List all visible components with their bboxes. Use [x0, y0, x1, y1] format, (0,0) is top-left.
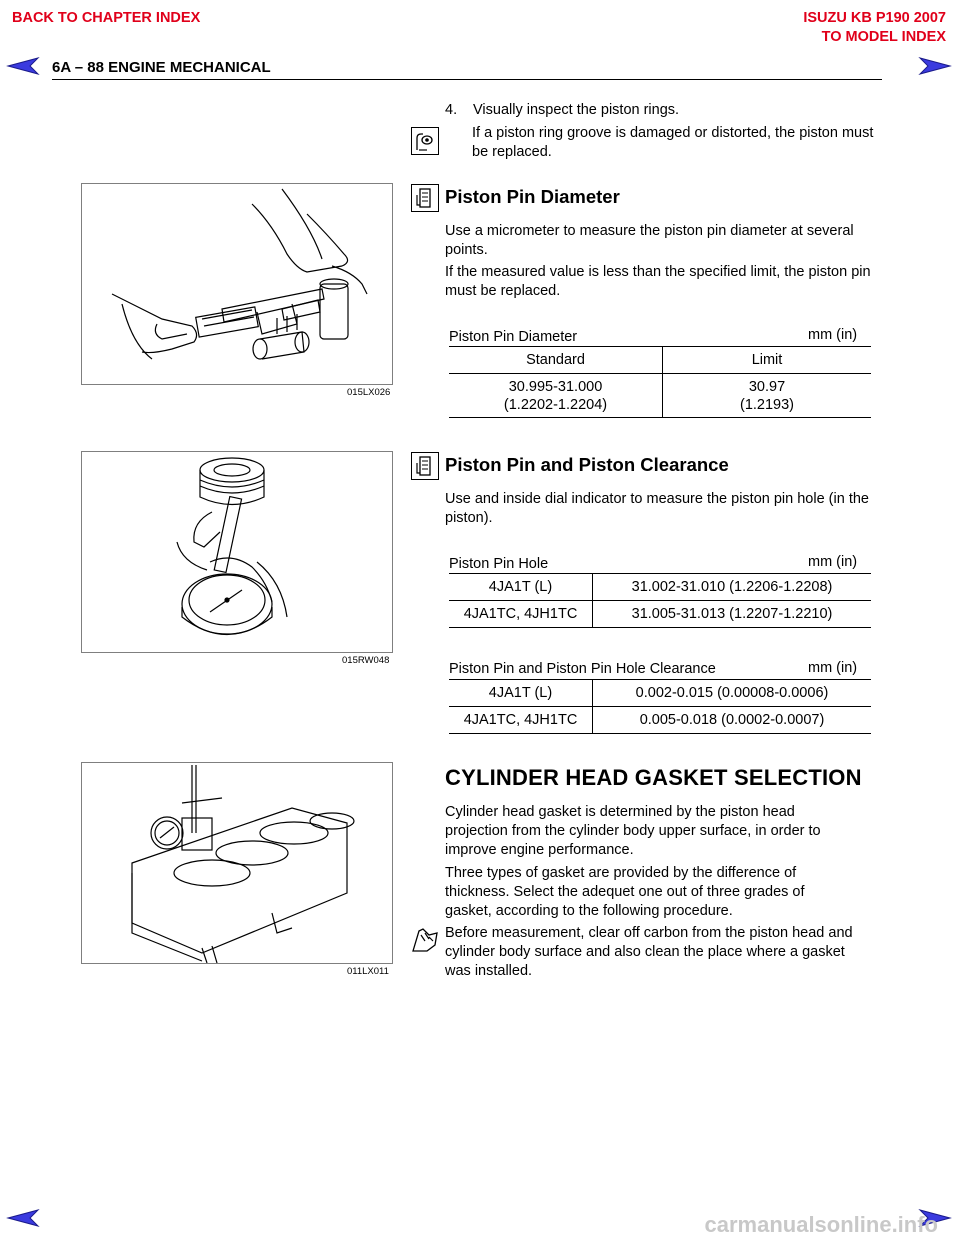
table-cell: 4JA1T (L) — [449, 680, 593, 707]
step-4-note: If a piston ring groove is damaged or distorted, the piston must be replaced. — [472, 125, 874, 160]
page-header-title: 6A – 88 ENGINE MECHANICAL — [52, 59, 271, 76]
step-4-number: 4. — [445, 102, 458, 118]
table-cell: 0.002-0.015 (0.00008-0.0006) — [635, 685, 829, 701]
figure-caption: 011LX011 — [347, 966, 389, 977]
clearance-table — [449, 679, 871, 734]
table-title: Piston Pin Diameter — [449, 329, 578, 345]
section-heading: Piston Pin Diameter — [445, 186, 620, 207]
figure-caption: 015RW048 — [342, 655, 390, 666]
back-to-chapter-link[interactable]: BACK TO CHAPTER INDEX — [12, 10, 201, 26]
measure-icon — [411, 452, 439, 480]
table-cell: 4JA1T (L) — [449, 574, 593, 601]
table-title: Piston Pin and Piston Pin Hole Clearance — [449, 661, 716, 677]
table-cell: 31.005-31.013 (1.2207-1.2210) — [631, 606, 833, 622]
table-cell: 30.97 — [748, 378, 786, 395]
section-heading: CYLINDER HEAD GASKET SELECTION — [445, 765, 862, 790]
paragraph: Use a micrometer to measure the piston pin diameter at several points. — [445, 223, 854, 258]
to-model-index-link[interactable]: TO MODEL INDEX — [821, 29, 946, 45]
watermark: carmanualsonline.info — [704, 1212, 938, 1237]
table-cell: 31.002-31.010 (1.2206-1.2208) — [631, 579, 833, 595]
section-heading: Piston Pin and Piston Clearance — [445, 454, 729, 475]
paragraph: Three types of gasket are provided by the difference of thickness. Select the adequet one out of three grades of gasket, according to the following procedure. — [445, 865, 805, 919]
previous-page-arrow-icon[interactable] — [6, 1208, 40, 1228]
previous-page-arrow-icon[interactable] — [6, 56, 40, 76]
table-cell: 0.005-0.018 (0.0002-0.0007) — [639, 712, 825, 728]
dial-indicator-figure — [81, 451, 393, 653]
piston-pin-hole-table — [449, 573, 871, 628]
table-title: Piston Pin Hole — [449, 556, 549, 572]
table-cell: 4JA1TC, 4JH1TC — [449, 707, 593, 734]
table-header: Standard — [449, 347, 663, 374]
table-cell: (1.2193) — [739, 396, 794, 413]
table-cell: (1.2202-1.2204) — [503, 396, 608, 413]
table-cell: 4JA1TC, 4JH1TC — [449, 601, 593, 628]
inspect-icon — [411, 127, 439, 155]
paragraph: Use and inside dial indicator to measure the piston pin hole (in the piston). — [445, 491, 869, 526]
paragraph: If the measured value is less than the specified limit, the piston pin must be replaced. — [445, 264, 871, 299]
paragraph: Cylinder head gasket is determined by the piston head projection from the cylinder body upper surface, in order to improve engine performance. — [445, 804, 821, 858]
table-header: Limit — [751, 352, 783, 368]
measure-icon — [411, 184, 439, 212]
table-cell: 30.995-31.000 — [508, 378, 603, 395]
micrometer-figure — [81, 183, 393, 385]
header-rule — [52, 79, 882, 80]
cylinder-body-figure — [81, 762, 393, 964]
table-unit: mm (in) — [808, 660, 858, 676]
step-4-text: Visually inspect the piston rings. — [473, 102, 680, 118]
model-title-link[interactable]: ISUZU KB P190 2007 — [803, 10, 946, 26]
note-text: Before measurement, clear off carbon from the piston head and cylinder body surface and also clean the place where a gasket was installed. — [445, 925, 853, 979]
pin-diameter-table — [449, 346, 871, 418]
clean-icon — [411, 925, 439, 953]
table-unit: mm (in) — [808, 554, 858, 570]
next-page-arrow-icon[interactable] — [918, 56, 952, 76]
figure-caption: 015LX026 — [347, 387, 391, 398]
table-unit: mm (in) — [808, 327, 858, 343]
